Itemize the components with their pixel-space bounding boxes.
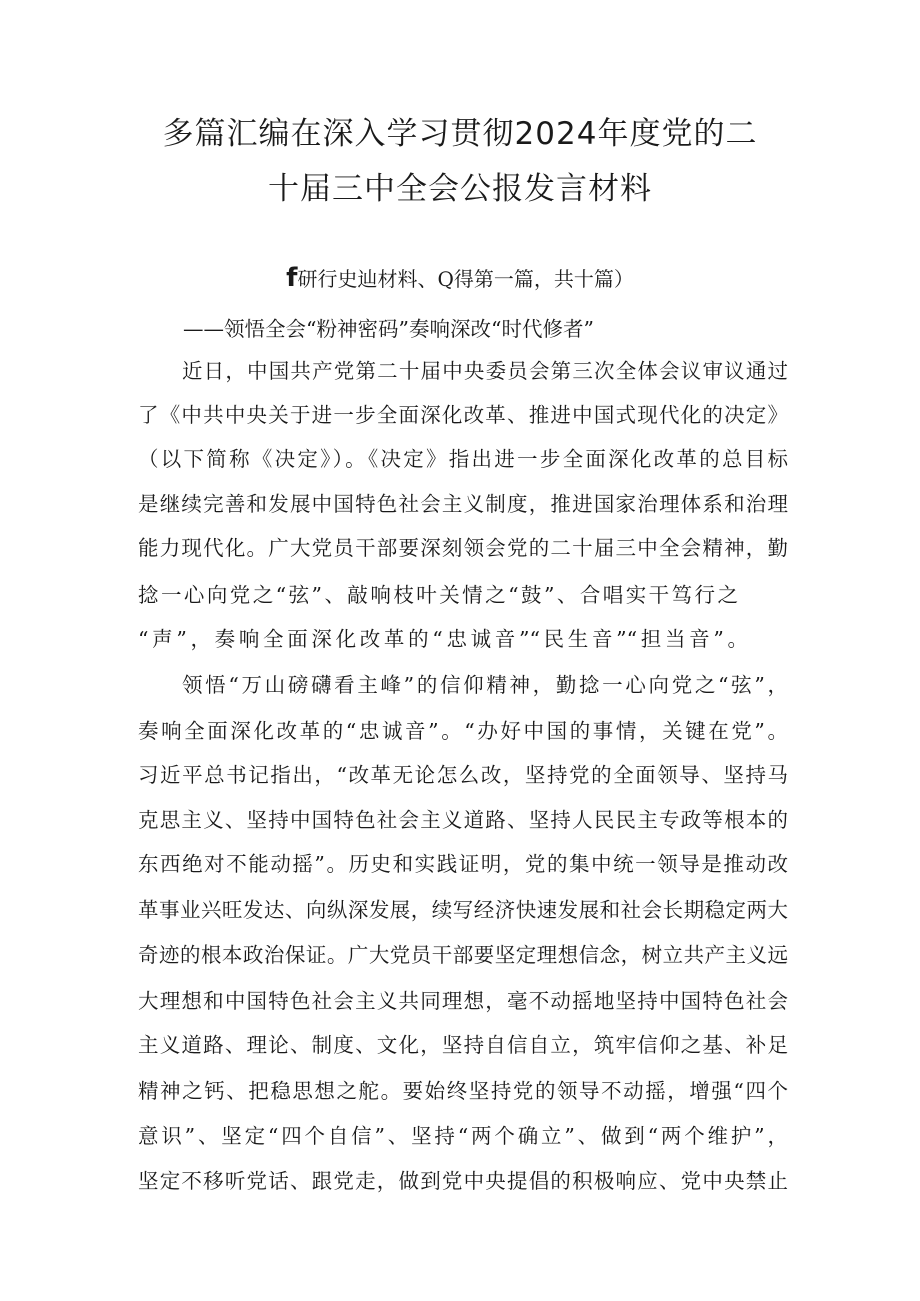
- subtitle-text: 研行史辿材料、Q得第一篇，共十篇）: [297, 267, 634, 291]
- body-line: 捻一心向党之“弦”、敲响枝叶关情之“鼓”、合唱实干笃行之: [138, 583, 738, 607]
- body-line: 习近平总书记指出，“改革无论怎么改，坚持党的全面领导、坚持马: [138, 763, 788, 787]
- body-line: “声”，奏响全面深化改革的“忠诚音”“民生音”“担当音”。: [138, 627, 748, 651]
- body-line: 奏响全面深化改革的“忠诚音”。“办好中国的事情，关键在党”。: [138, 719, 788, 743]
- document-subtitle: [100, 263, 820, 293]
- body-line: 能力现代化。广大党员干部要深刻领会党的二十届三中全会精神，勤: [138, 536, 788, 560]
- body-line: 奇迹的根本政治保证。广大党员干部要坚定理想信念，树立共产主义远: [138, 943, 788, 967]
- body-line: 近日，中国共产党第二十届中央委员会第三次全体会议审议通过: [182, 359, 788, 383]
- subtitle-lead-glyph: f: [286, 263, 298, 293]
- body-line: 大理想和中国特色社会主义共同理想，毫不动摇地坚持中国特色社会: [138, 989, 788, 1013]
- body-line: 了《中共中央关于进一步全面深化改革、推进中国式现代化的决定》: [138, 403, 788, 427]
- body-line: 克思主义、坚持中国特色社会主义道路、坚持人民民主专政等根本的: [138, 808, 788, 832]
- document-title-line-2: 十届三中全会公报发言材料: [268, 171, 652, 207]
- body-line: 主义道路、理论、制度、文化，坚持自信自立，筑牢信仰之基、补足: [138, 1033, 788, 1057]
- body-line: 是继续完善和发展中国特色社会主义制度，推进国家治理体系和治理: [138, 492, 788, 516]
- body-line: 东西绝对不能动摇”。历史和实践证明，党的集中统一领导是推动改: [138, 852, 788, 876]
- body-line: 革事业兴旺发达、向纵深发展，续写经济快速发展和社会长期稳定两大: [138, 898, 788, 922]
- document-title-line-1: 多篇汇编在深入学习贯彻2024年度党的二: [162, 116, 758, 152]
- body-line: （以下简称《决定》）。《决定》指出进一步全面深化改革的总目标: [138, 447, 788, 471]
- body-line: 意识”、坚定“四个自信”、坚持“两个确立”、做到“两个维护”，: [138, 1124, 788, 1148]
- body-line: 坚定不移听党话、跟党走，做到党中央提倡的积极响应、党中央禁止: [138, 1169, 788, 1193]
- body-line: 领悟“万山磅礴看主峰”的信仰精神，勤捻一心向党之“弦”，: [182, 673, 788, 697]
- document-tagline: ——领悟全会“粉神密码”奏响深改“时代修者”: [183, 317, 594, 341]
- body-line: 精神之钙、把稳思想之舵。要始终坚持党的领导不动摇，增强“四个: [138, 1079, 788, 1103]
